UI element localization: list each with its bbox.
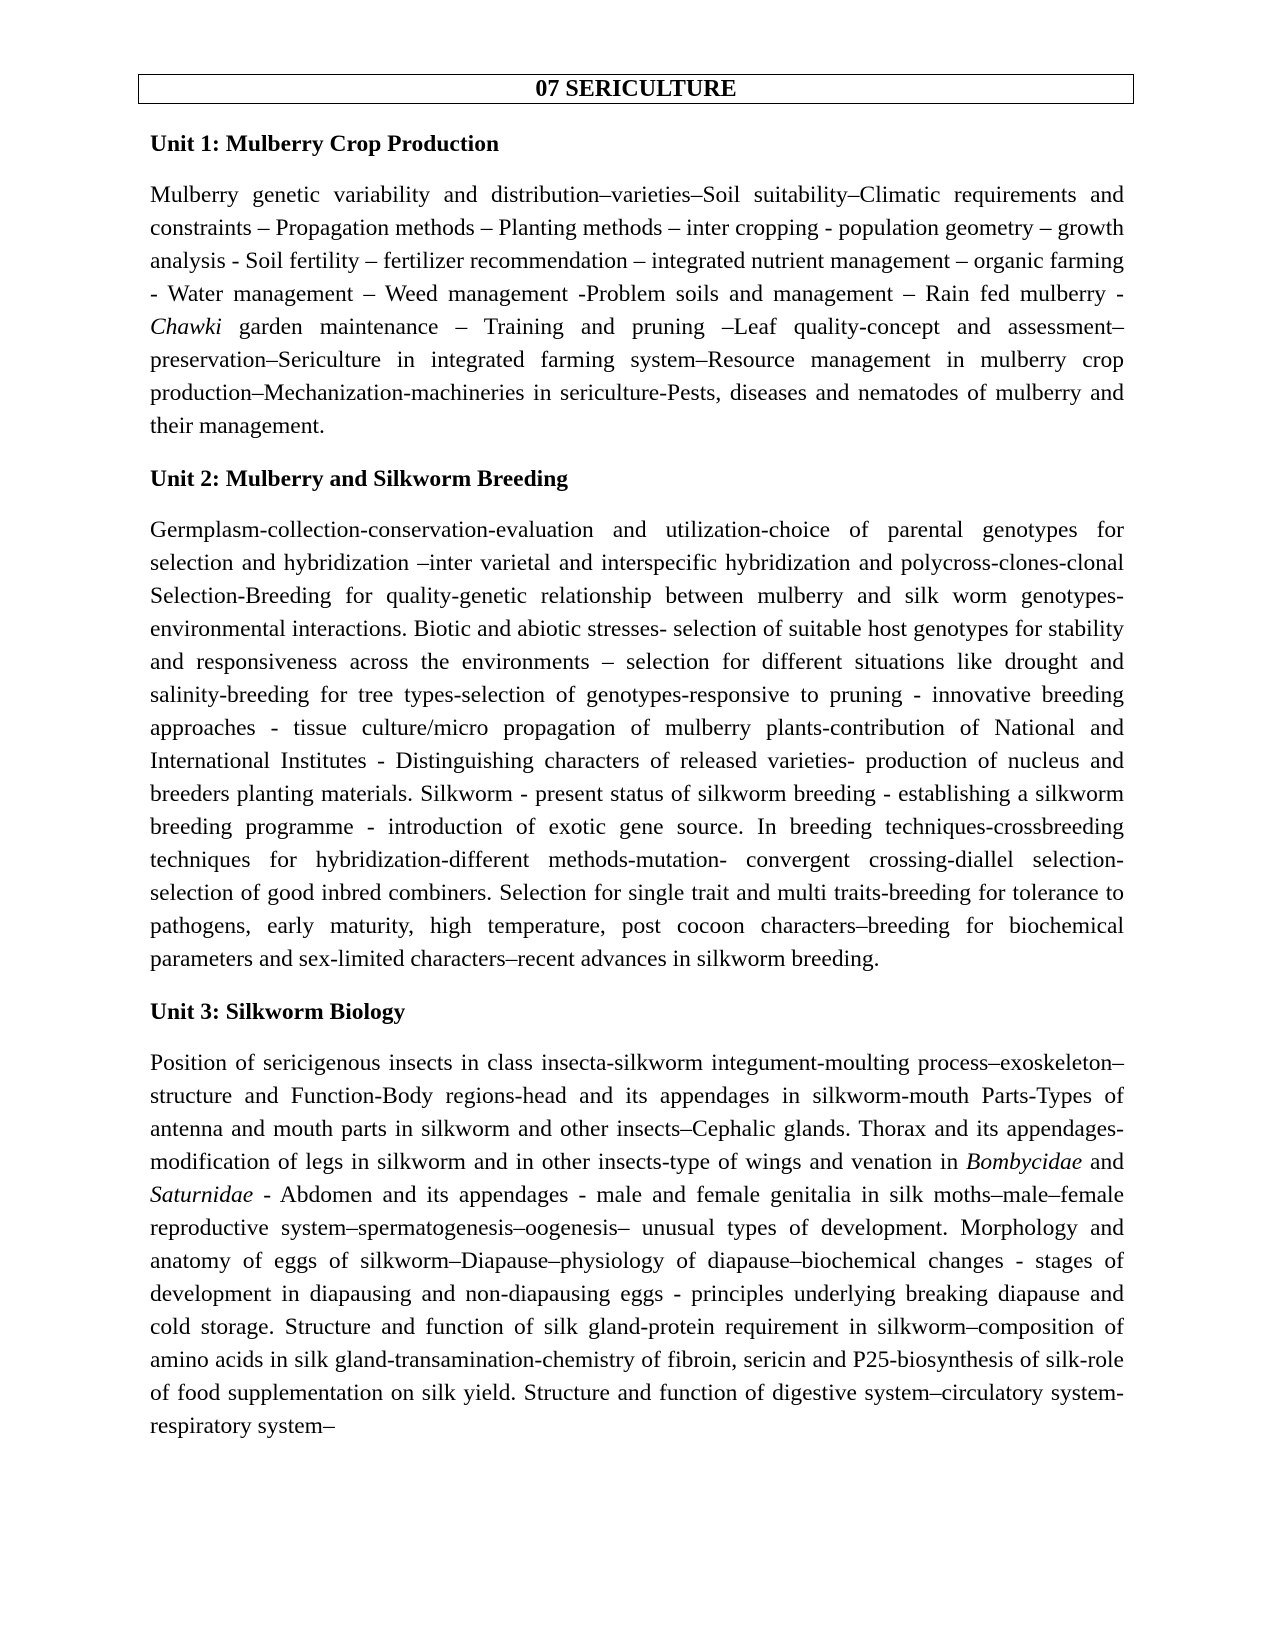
document-content: [150, 128, 1124, 1463]
unit-3-italic-term: Saturnidae: [150, 1182, 254, 1208]
unit-1-section: [150, 128, 1124, 443]
unit-1-text: Mulberry genetic variability and distribution–varieties–Soil suitability–Climatic requirements and constraints – Propagation methods – Planting methods – inter cropping - population geometry – growth analysis - Soil fertility – fertilizer recommendation – integrated nutrient management – organic farming - Water management – Weed management -Problem soils and management – Rain fed mulberry -: [150, 182, 1124, 307]
unit-3-body: [150, 1047, 1124, 1443]
unit-3-section: [150, 996, 1124, 1443]
unit-1-text: garden maintenance – Training and pruning –Leaf quality-concept and assessment–preservation–Sericulture in integrated farming system–Resource management in mulberry crop production–Mechanization-machineries in sericulture-Pests, diseases and nematodes of mulberry and their management.: [150, 314, 1124, 439]
unit-3-italic-term: Bombycidae: [966, 1149, 1083, 1175]
unit-2-text: Germplasm-collection-conservation-evaluation and utilization-choice of parental genotypes for selection and hybridization –inter varietal and interspecific hybridization and polycross-clones-clonal Selection-Breeding for quality-genetic relationship between mulberry and silk worm genotypes-environmental interactions. Biotic and abiotic stresses- selection of suitable host genotypes for stability and responsiveness across the environments – selection for different situations like drought and salinity-breeding for tree types-selection of genotypes-responsive to pruning - innovative breeding approaches - tissue culture/micro propagation of mulberry plants-contribution of National and International Institutes - Distinguishing characters of released varieties- production of nucleus and breeders planting materials. Silkworm - present status of silkworm breeding - establishing a silkworm breeding programme - introduction of exotic gene source. In breeding techniques-crossbreeding techniques for hybridization-different methods-mutation- convergent crossing-diallel selection-selection of good inbred combiners. Selection for single trait and multi traits-breeding for tolerance to pathogens, early maturity, high temperature, post cocoon characters–breeding for biochemical parameters and sex-limited characters–recent advances in silkworm breeding.: [150, 517, 1124, 972]
unit-1-italic-term: Chawki: [150, 314, 222, 340]
unit-2-heading: Unit 2: Mulberry and Silkworm Breeding: [150, 466, 569, 492]
unit-2-body: [150, 514, 1124, 976]
unit-3-text: and: [1082, 1149, 1124, 1175]
page-title: 07 SERICULTURE: [138, 74, 1134, 104]
unit-3-text: - Abdomen and its appendages - male and female genitalia in silk moths–male–female reproductive system–spermatogenesis–oogenesis– unusual types of development. Morphology and anatomy of eggs of silkworm–Diapause–physiology of diapause–biochemical changes - stages of development in diapausing and non-diapausing eggs - principles underlying breaking diapause and cold storage. Structure and function of silk gland-protein requirement in silkworm–composition of amino acids in silk gland-transamination-chemistry of fibroin, sericin and P25-biosynthesis of silk-role of food supplementation on silk yield. Structure and function of digestive system–circulatory system-respiratory system–: [150, 1182, 1124, 1439]
unit-1-body: [150, 179, 1124, 443]
unit-3-text: Position of sericigenous insects in class insecta-silkworm integument-moulting process–exoskeleton–structure and Function-Body regions-head and its appendages in silkworm-mouth Parts-Types of antenna and mouth parts in silkworm and other insects–Cephalic glands. Thorax and its appendages-modification of legs in silkworm and in other insects-type of wings and venation in: [150, 1050, 1124, 1175]
unit-2-section: [150, 463, 1124, 976]
unit-3-heading: Unit 3: Silkworm Biology: [150, 999, 406, 1025]
unit-1-heading: Unit 1: Mulberry Crop Production: [150, 131, 500, 157]
